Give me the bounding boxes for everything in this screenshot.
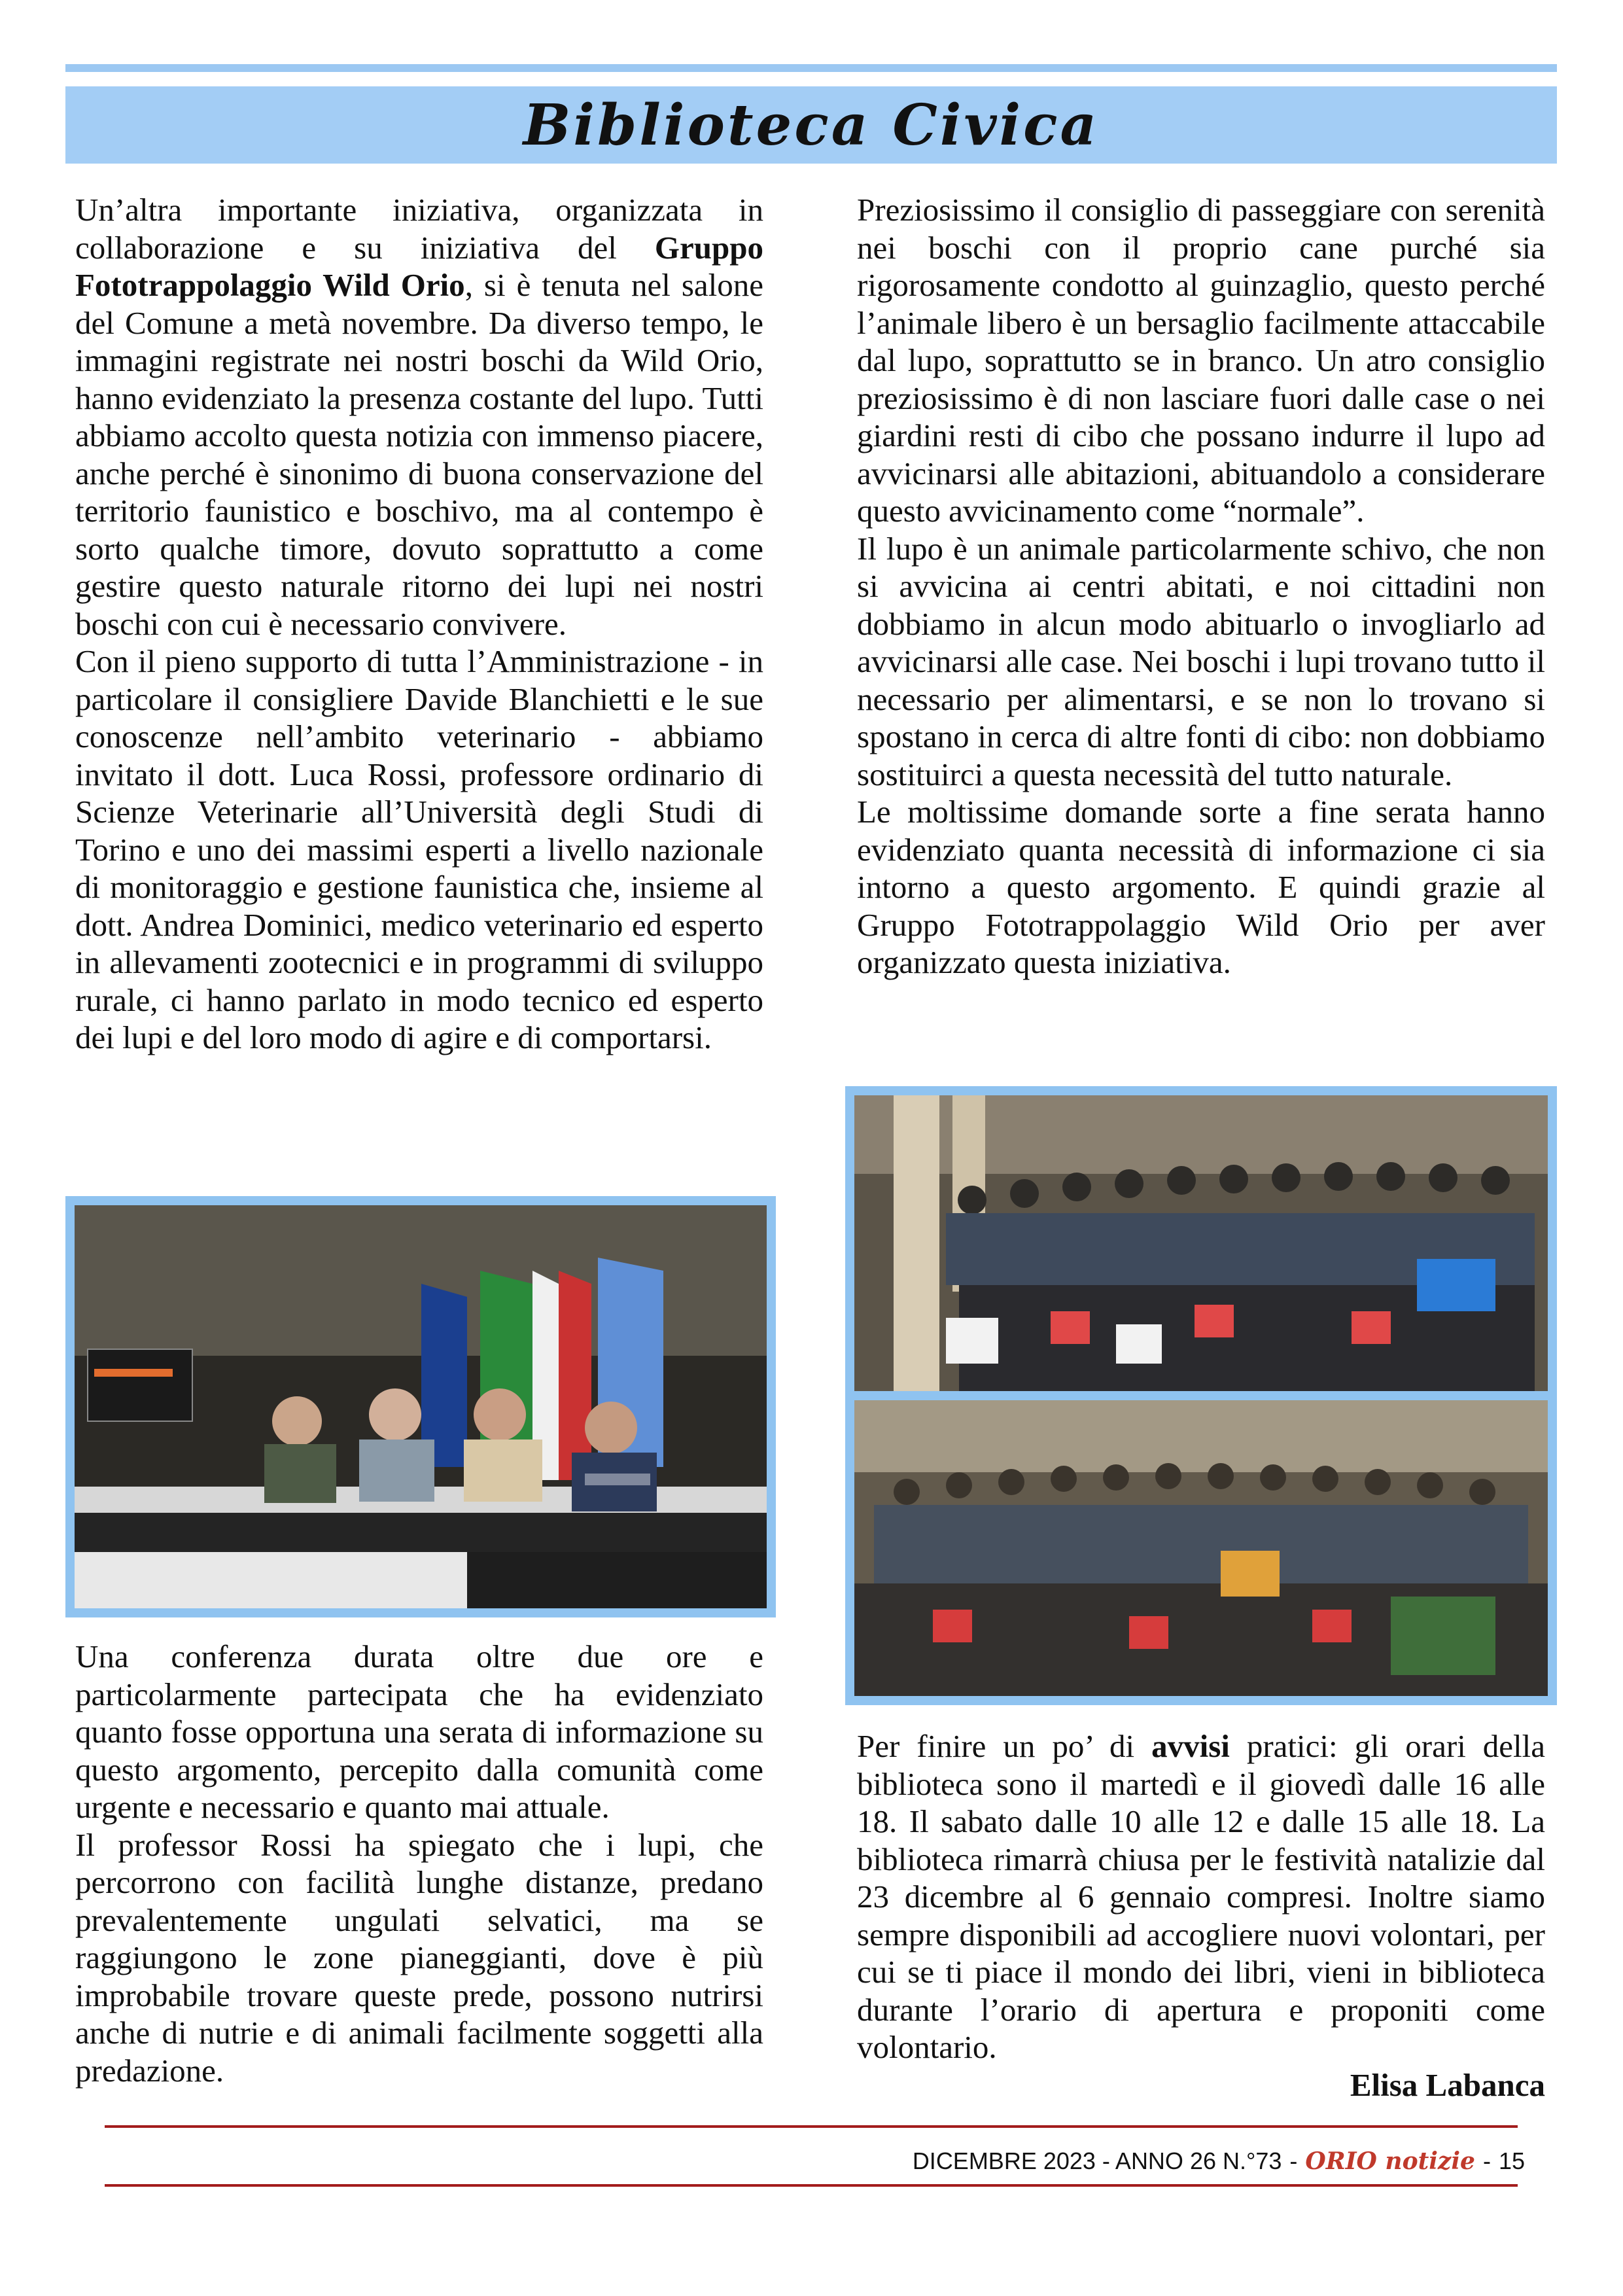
audience-photo-bottom <box>854 1400 1548 1696</box>
paragraph: Per finire un po’ di avvisi pratici: gli orari della biblioteca sono il martedì e il giovedì dalle 16 alle 18. Il sabato dalle 10 alle 12 e dalle 15 alle 18. La biblioteca rimarrà chiusa per le festività natalizie dal 23 dicembre al 6 gennaio compresi. Inoltre siamo sempre disponibili ad accogliere nuovi volontari, per cui se ti piace il mondo dei libri, vieni in biblioteca durante l’orario di apertura e proponiti come volontario. <box>857 1728 1545 2065</box>
footer-rule-bottom <box>105 2184 1518 2187</box>
footer-rule-top <box>105 2125 1518 2128</box>
page-title: Biblioteca Civica <box>523 92 1100 158</box>
footer-separator: - <box>1289 2147 1298 2174</box>
left-column-top <box>75 191 763 1057</box>
paragraph: Il lupo è un animale particolarmente schivo, che non si avvicina ai centri abitati, e noi cittadini non dobbiamo in alcun modo abituarlo o invogliarlo ad avvicinarsi alle case. Nei boschi i lupi trovano tutto il necessario per alimentarsi, e se non lo trovano si spostano in cerca di altre fonti di cibo: non dobbiamo sostituirci a questa necessità del tutto naturale. <box>857 530 1545 792</box>
conference-photo-image <box>75 1205 767 1608</box>
footer-brand: ORIO notizie <box>1305 2147 1475 2175</box>
paragraph: Le moltissime domande sorte a fine serata hanno evidenziato quanta necessità di informazione ci sia intorno a questo argomento. E quindi grazie al Gruppo Fototrappolaggio Wild Orio per aver organizzato questa iniziativa. <box>857 794 1545 980</box>
footer-issue: DICEMBRE 2023 - ANNO 26 N.°73 <box>912 2147 1282 2174</box>
conference-photo <box>65 1196 776 1617</box>
top-rule <box>65 64 1557 72</box>
header-band <box>65 86 1557 164</box>
paragraph: Una conferenza durata oltre due ore e particolarmente partecipata che ha evidenziato quanto fosse opportuna una serata di informazione su questo argomento, percepito dalla comunità come urgente e necessario e quanto mai attuale. <box>75 1638 763 1825</box>
bold-text: avvisi <box>1151 1728 1230 1764</box>
author-signature: Elisa Labanca <box>1350 2066 1545 2103</box>
right-column-bottom <box>857 1727 1545 2104</box>
footer-separator: - <box>1482 2147 1491 2174</box>
paragraph: Un’altra importante iniziativa, organizzata in collaborazione e su iniziativa del Gruppo Fototrappolaggio Wild Orio, si è tenuta nel salone del Comune a metà novembre. Da diverso tempo, le immagini registrate nei nostri boschi da Wild Orio, hanno evidenziato la presenza costante del lupo. Tutti abbiamo accolto questa notizia con immenso piacere, anche perché è sinonimo di buona conservazione del territorio faunistico e boschivo, ma al contempo è sorto qualche timore, dovuto soprattutto a come gestire questo naturale ritorno dei lupi nei nostri boschi con cui è necessario convivere. <box>75 192 764 642</box>
footer <box>913 2147 1525 2175</box>
paragraph: Preziosissimo il consiglio di passeggiare con serenità nei boschi con il proprio cane purché sia rigorosamente condotto al guinzaglio, questo perché l’animale libero è un bersaglio facilmente attaccabile dal lupo, soprattutto se in branco. Un atro consiglio preziosissimo è di non lasciare fuori dalle case o nei giardini resti di cibo che possano indurre il lupo ad avvicinarsi alle abitazioni, abituandolo a considerare questo avvicinamento come “normale”. <box>857 192 1545 529</box>
page-number: 15 <box>1498 2147 1525 2174</box>
audience-photos <box>845 1086 1557 1705</box>
paragraph: Il professor Rossi ha spiegato che i lupi, che percorrono con facilità lunghe distanze, predano prevalentemente ungulati selvatici, ma se raggiungono le zone pianeggianti, dove è più improbabile trovare queste prede, possono nutrirsi anche di nutrie e di animali facilmente soggetti alla predazione. <box>75 1826 763 2089</box>
audience-photo-top <box>854 1095 1548 1391</box>
left-column-bottom <box>75 1638 763 2089</box>
right-column-top <box>857 191 1545 981</box>
bold-text: Gruppo Fototrappolaggio Wild Orio <box>75 229 763 303</box>
paragraph: Con il pieno supporto di tutta l’Amministrazione - in particolare il consigliere Davide Blanchietti e le sue conoscenze nell’ambito veterinario - abbiamo invitato il dott. Luca Rossi, professore ordinario di Scienze Veterinarie all’Università degli Studi di Torino e uno dei massimi esperti a livello nazionale di monitoraggio e gestione faunistica che, insieme al dott. Andrea Dominici, medico veterinario ed esperto in allevamenti zootecnici e in programmi di sviluppo rurale, ci hanno parlato in modo tecnico ed esperto dei lupi e del loro modo di agire e di comportarsi. <box>75 643 763 1055</box>
